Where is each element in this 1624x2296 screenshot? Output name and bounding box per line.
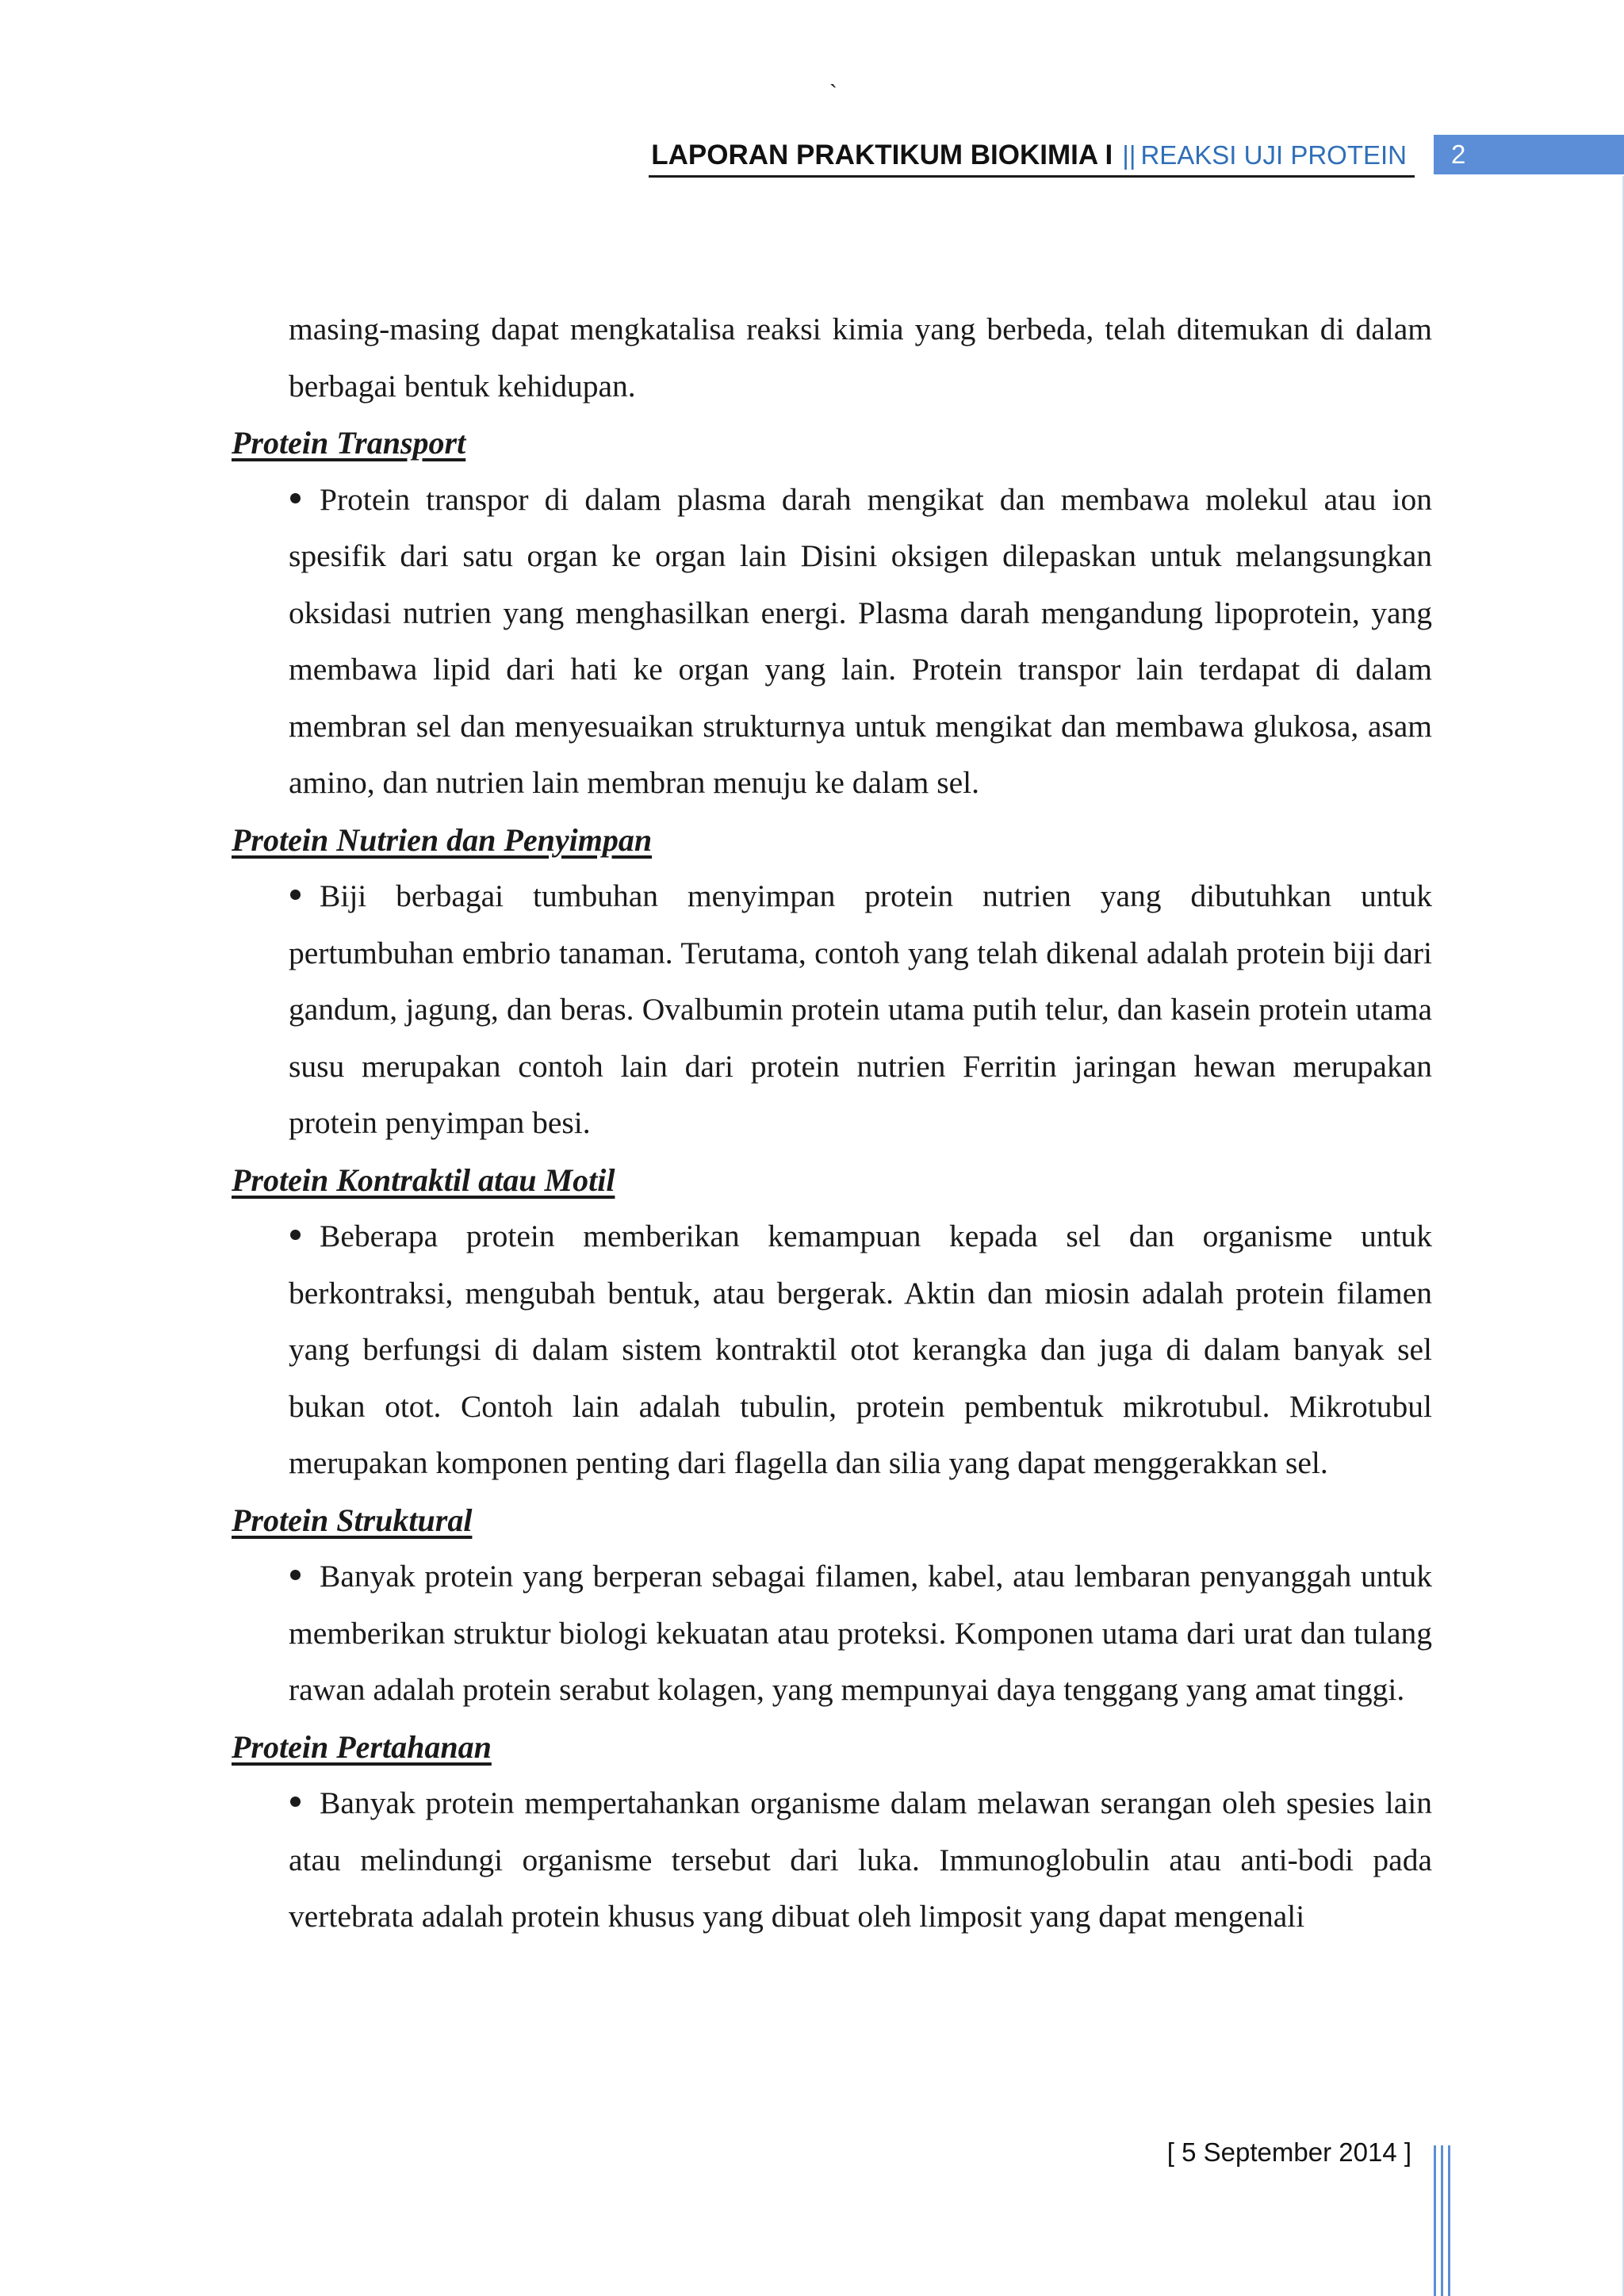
bullet-icon [290,493,301,503]
intro-paragraph: masing-masing dapat mengkatalisa reaksi kimia yang berbeda, telah ditemukan di dalam berbagai bentuk kehidupan. [289,312,1432,404]
footer-date: [ 5 September 2014 ] [1166,2137,1411,2167]
bullet-text: Banyak protein mempertahankan organisme dalam melawan serangan oleh spesies lain atau melindungi organisme tersebut dari luka. Immunoglobulin atau anti-bodi pada vertebrata adalah protein khusus yang dibuat oleh limposit yang dapat mengenali [289,1785,1432,1934]
bullet-text: Protein transpor di dalam plasma darah mengikat dan membawa molekul atau ion spesifik dari satu organ ke organ lain Disini oksigen dilepaskan untuk melangsungkan oksidasi nutrien yang menghasilkan energi. Plasma darah mengandung lipoprotein, yang membawa lipid dari hati ke organ yang lain. Protein transpor lain terdapat di dalam membran sel dan menyesuaikan strukturnya untuk mengikat dan membawa glukosa, asam amino, dan nutrien lain membran menuju ke dalam sel. [289,481,1432,800]
bullet-item-kontraktil [232,1208,1432,1492]
section-heading-kontraktil: Protein Kontraktil atau Motil [232,1161,615,1198]
section-heading-transport: Protein Transport [232,425,466,461]
bullet-text: Beberapa protein memberikan kemampuan kepada sel dan organisme untuk berkontraksi, mengubah bentuk, atau bergerak. Aktin dan miosin adalah protein filamen yang berfungsi di dalam sistem kontraktil otot kerangka dan juga di dalam banyak sel bukan otot. Contoh lain adalah tubulin, protein pembentuk mikrotubul. Mikrotubul merupakan komponen penting dari flagella dan silia yang dapat menggerakkan sel. [289,1219,1432,1480]
bullet-item-pertahanan [232,1775,1432,1946]
bullet-item-transport [232,472,1432,812]
section-heading-pertahanan: Protein Pertahanan [232,1728,492,1765]
bullet-icon [290,890,301,900]
bullet-icon [290,1570,301,1580]
bullet-item-nutrien [232,868,1432,1152]
bullet-icon [290,1797,301,1807]
header-subtitle: REAKSI UJI PROTEIN [1140,140,1407,170]
bullet-text: Banyak protein yang berperan sebagai filamen, kabel, atau lembaran penyanggah untuk memberikan struktur biologi kekuatan atau proteksi. Komponen utama dari urat dan tulang rawan adalah protein serabut kolagen, yang mempunyai daya tenggang yang amat tinggi. [289,1559,1432,1707]
page-number-tab [1434,135,1624,174]
page-header [649,133,1415,178]
header-title: LAPORAN PRAKTIKUM BIOKIMIA I [651,140,1113,170]
backtick-mark: ` [829,81,837,107]
bullet-icon [290,1230,301,1240]
section-heading-struktural: Protein Struktural [232,1502,473,1538]
page-number: 2 [1451,140,1466,169]
header-separator: || [1122,140,1136,170]
bullet-text: Biji berbagai tumbuhan menyimpan protein nutrien yang dibutuhkan untuk pertumbuhan embrio tanaman. Terutama, contoh yang telah dikenal adalah protein biji dari gandum, jagung, dan beras. Ovalbumin protein utama putih telur, dan kasein protein utama susu merupakan contoh lain dari protein nutrien Ferritin jaringan hewan merupakan protein penyimpan besi. [289,878,1432,1140]
section-heading-nutrien: Protein Nutrien dan Penyimpan [232,821,653,858]
bullet-item-struktural [232,1548,1432,1719]
footer-decorative-lines [1434,2145,1451,2296]
document-body [232,301,1432,1946]
